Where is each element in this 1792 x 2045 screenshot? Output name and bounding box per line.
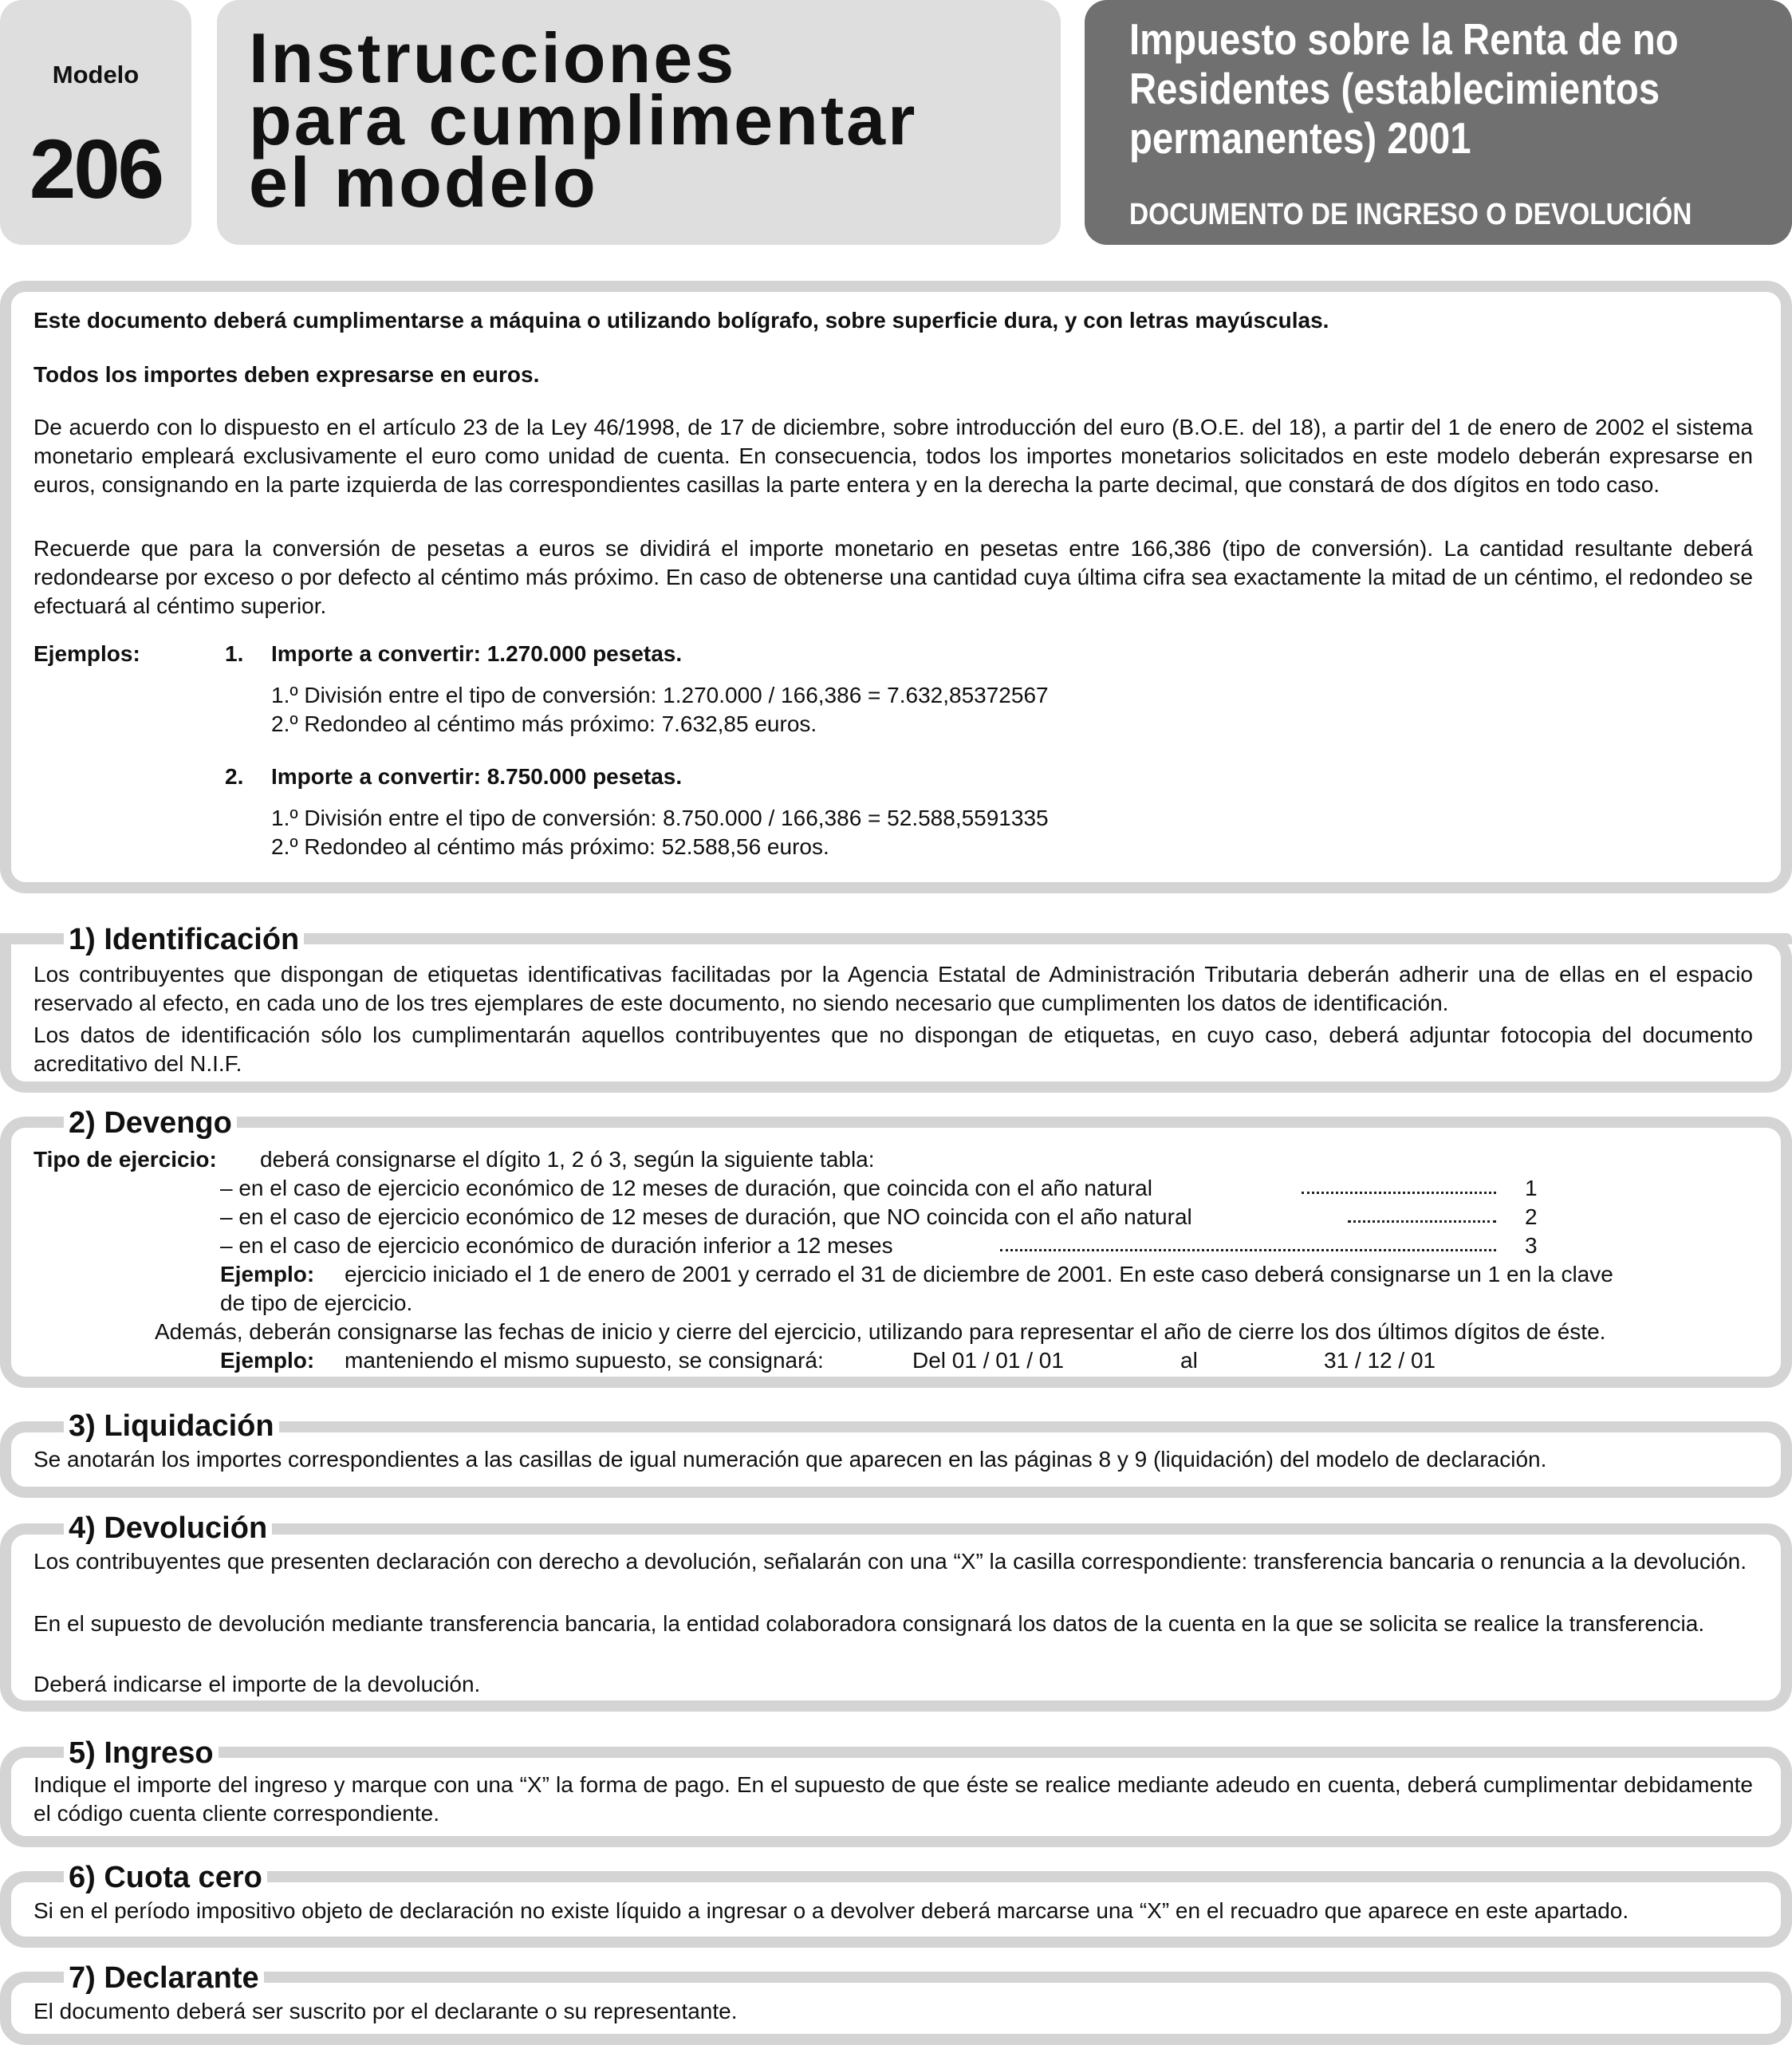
tax-line-2: Residentes (establecimientos	[1129, 64, 1660, 113]
tipo-row-3	[220, 1231, 893, 1260]
tipo-row-3-value: 3	[1525, 1233, 1538, 1258]
section-2-title: 2) Devengo	[64, 1105, 237, 1141]
title-line-1: Instrucciones	[249, 18, 737, 97]
tipo-ejercicio-label: Tipo de ejercicio:	[33, 1147, 217, 1172]
example-2-step-2: 2.º Redondeo al céntimo más próximo: 52.588,56 euros.	[271, 834, 829, 859]
model-label: Modelo	[52, 61, 140, 89]
tipo-row-1-text: – en el caso de ejercicio económico de 12 meses de duración, que coincida con el año natural	[220, 1176, 1152, 1200]
title-panel	[217, 0, 1061, 245]
ejemplo-2-al: al	[1180, 1348, 1198, 1373]
section-4-paragraph-1: Los contribuyentes que presenten declaración con derecho a devolución, señalarán con una “X” la casilla correspondiente: transferencia bancaria o renuncia a la devolución.	[33, 1549, 1747, 1574]
section-3-title: 3) Liquidación	[64, 1409, 279, 1444]
section-7-title: 7) Declarante	[64, 1960, 264, 1996]
page-title	[249, 18, 918, 222]
example-1-number: 1.	[225, 641, 244, 666]
ejemplo-1-text-b: de tipo de ejercicio.	[220, 1290, 413, 1315]
ejemplo-1-text-a: ejercicio iniciado el 1 de enero de 2001 y cerrado el 31 de diciembre de 2001. En este caso deberá consignarse un 1 en la clave	[345, 1262, 1613, 1286]
tax-panel	[1085, 0, 1792, 245]
title-line-3: el modelo	[249, 143, 598, 222]
section-1-paragraph-1: Los contribuyentes que dispongan de etiquetas identificativas facilitadas por la Agencia Estatal de Administración Tributaria deberán adherir una de ellas en el espacio reservado al efecto, en cada uno de los tres ejemplares de este documento, no siendo necesario que cumplimenten los datos de identificación.	[33, 962, 1753, 1015]
section-6-paragraph-1: Si en el período impositivo objeto de declaración no existe líquido a ingresar o a devolver deberá marcarse una “X” en el recuadro que aparece en este apartado.	[33, 1898, 1629, 1923]
section-4-paragraph-2: En el supuesto de devolución mediante transferencia bancaria, la entidad colaboradora consignará los datos de la cuenta en la que se solicita se realice la transferencia.	[33, 1611, 1705, 1636]
tax-title	[1129, 14, 1767, 163]
section-5-paragraph-1: Indique el importe del ingreso y marque con una “X” la forma de pago. En el supuesto de que éste se realice mediante adeudo en cuenta, deberá cumplimentar debidamente el código cuenta cliente correspondiente.	[33, 1772, 1753, 1826]
tipo-row-2-leader	[1348, 1220, 1496, 1223]
tipo-row-1-leader	[1302, 1192, 1496, 1194]
section-4-paragraph-3: Deberá indicarse el importe de la devolución.	[33, 1672, 481, 1696]
ejemplo-2-label: Ejemplo:	[220, 1348, 315, 1373]
tipo-row-2-value: 2	[1525, 1204, 1538, 1229]
section-1-paragraph-2: Los datos de identificación sólo los cumplimentarán aquellos contribuyentes que no dispongan de etiquetas, en cuyo caso, deberá adjuntar fotocopia del documento acreditativo del N.I.F.	[33, 1023, 1753, 1076]
document-type: DOCUMENTO DE INGRESO O DEVOLUCIÓN	[1129, 198, 1692, 231]
example-2-number: 2.	[225, 764, 244, 789]
intro-paragraph-3: De acuerdo con lo dispuesto en el artículo 23 de la Ley 46/1998, de 17 de diciembre, sobre introducción del euro (B.O.E. del 18), a partir del 1 de enero de 2002 el sistema monetario empleará exclusivamente el euro como unidad de cuenta. En consecuencia, todos los importes monetarios solicitados en este modelo deberán expresarse en euros, consignando en la parte izquierda de las correspondientes casillas la parte entera y en la derecha la parte decimal, que constará de dos dígitos en todo caso.	[33, 415, 1753, 497]
examples-label: Ejemplos:	[33, 641, 140, 666]
tipo-row-1	[220, 1174, 1496, 1203]
tipo-row-3-text: – en el caso de ejercicio económico de duración inferior a 12 meses	[220, 1233, 893, 1258]
section-5-title: 5) Ingreso	[64, 1736, 219, 1771]
ejemplo-2-start-date: Del 01 / 01 / 01	[912, 1348, 1064, 1373]
tipo-row-1-value: 1	[1525, 1176, 1538, 1200]
ejemplo-2-end-date: 31 / 12 / 01	[1324, 1348, 1436, 1373]
model-badge	[0, 0, 191, 245]
tipo-row-2	[220, 1203, 1192, 1231]
model-number: 206	[29, 123, 163, 216]
example-2-title: Importe a convertir: 8.750.000 pesetas.	[271, 764, 683, 789]
intro-paragraph-2: Todos los importes deben expresarse en euros.	[33, 362, 540, 387]
tipo-row-2-text: – en el caso de ejercicio económico de 12 meses de duración, que NO coincida con el año natural	[220, 1204, 1192, 1229]
tax-line-3: permanentes) 2001	[1129, 113, 1471, 163]
section-3-paragraph-1: Se anotarán los importes correspondientes a las casillas de igual numeración que aparecen en las páginas 8 y 9 (liquidación) del modelo de declaración.	[33, 1447, 1547, 1472]
ejemplo-1-label: Ejemplo:	[220, 1262, 315, 1286]
example-1-step-1: 1.º División entre el tipo de conversión: 1.270.000 / 166,386 = 7.632,85372567	[271, 683, 1049, 707]
section-1-title: 1) Identificación	[64, 922, 304, 957]
section-7-paragraph-1: El documento deberá ser suscrito por el declarante o su representante.	[33, 1999, 738, 2023]
tipo-ejercicio-text: deberá consignarse el dígito 1, 2 ó 3, según la siguiente tabla:	[260, 1147, 875, 1172]
ejemplo-2-text: manteniendo el mismo supuesto, se consignará:	[345, 1348, 824, 1373]
title-line-2: para cumplimentar	[249, 81, 918, 160]
example-1-title: Importe a convertir: 1.270.000 pesetas.	[271, 641, 683, 666]
section-4-title: 4) Devolución	[64, 1511, 272, 1546]
tax-line-1: Impuesto sobre la Renta de no	[1129, 14, 1679, 64]
example-1-step-2: 2.º Redondeo al céntimo más próximo: 7.632,85 euros.	[271, 711, 817, 736]
intro-paragraph-4: Recuerde que para la conversión de pesetas a euros se dividirá el importe monetario en pesetas entre 166,386 (tipo de conversión). La cantidad resultante deberá redondearse por exceso o por defecto al céntimo más próximo. En caso de obtenerse una cantidad cuya última cifra sea exactamente la mitad de un céntimo, el redondeo se efectuará al céntimo superior.	[33, 536, 1753, 618]
tipo-row-3-leader	[1000, 1249, 1496, 1251]
ademas-text: Además, deberán consignarse las fechas de inicio y cierre del ejercicio, utilizando para representar el año de cierre los dos últimos dígitos de éste.	[155, 1319, 1606, 1344]
intro-paragraph-1: Este documento deberá cumplimentarse a máquina o utilizando bolígrafo, sobre superficie dura, y con letras mayúsculas.	[33, 308, 1329, 333]
section-6-title: 6) Cuota cero	[64, 1860, 267, 1895]
example-2-step-1: 1.º División entre el tipo de conversión: 8.750.000 / 166,386 = 52.588,5591335	[271, 806, 1049, 830]
